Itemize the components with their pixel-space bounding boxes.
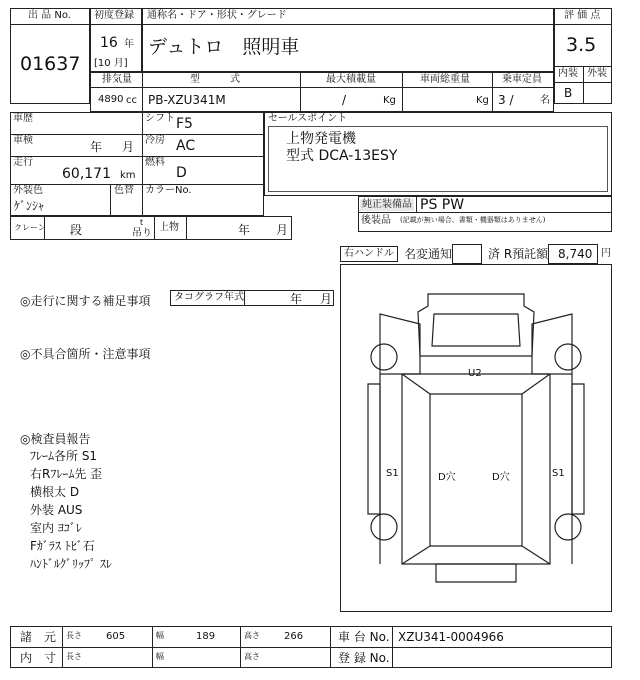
interior-label: 内装 [558, 68, 578, 79]
report-line: Fｶﾞﾗｽ ﾄﾋﾞ石 [30, 539, 95, 553]
width-value: 189 [196, 631, 216, 642]
displacement-unit: cc [126, 95, 137, 106]
score-label: 評 価 点 [564, 10, 601, 21]
crane-ton-unit: t [140, 218, 144, 227]
wheel-rl [371, 514, 397, 540]
displacement-label: 排気量 [102, 74, 132, 85]
lot-number: 01637 [20, 53, 81, 75]
shift-value: F5 [176, 116, 193, 132]
capacity-unit: 名 [540, 95, 550, 106]
ext-color-value: ｹﾞﾝｼｬ [14, 199, 45, 213]
inspection-label: 車検 [13, 135, 33, 146]
damage-u2: U2 [468, 368, 482, 379]
ac-value: AC [176, 138, 196, 154]
fuel-label: 燃料 [145, 157, 165, 168]
max-load-value: / [342, 93, 347, 107]
name-change-label: 名変通知 [404, 247, 453, 261]
tachograph-year-unit: 年 [290, 292, 303, 306]
super-year-unit: 年 [238, 223, 251, 237]
score-value: 3.5 [566, 34, 597, 56]
driving-notes-label: ◎走行に関する補足事項 [20, 294, 151, 308]
chassis-number: XZU341-0004966 [398, 630, 504, 644]
first-reg-year: 16 [100, 35, 118, 51]
details-box [10, 112, 264, 216]
first-reg-month: [10 月] [94, 58, 128, 69]
body-outline [402, 374, 550, 564]
model-label: 型 式 [190, 74, 240, 85]
width-label: 幅 [156, 631, 164, 640]
report-line: ﾌﾚｰﾑ各所 S1 [30, 449, 98, 463]
aftermarket-label: 後装品 [361, 215, 391, 226]
steering-value: 右ハンドル [344, 248, 394, 259]
height-value: 266 [284, 631, 304, 642]
name-change-checkbox [452, 244, 482, 264]
length-value: 605 [106, 631, 126, 642]
gross-weight-label: 車両総重量 [420, 74, 470, 85]
inspector-report-label: ◎検査員報告 [20, 432, 91, 446]
genuine-value: PS PW [420, 197, 465, 213]
tachograph-label: タコグラフ年式 [174, 292, 244, 303]
damage-d-right: D穴 [492, 472, 510, 483]
sales-point-line2: 型式 DCA-13ESY [286, 148, 398, 164]
recycle-amount: 8,740 [558, 247, 593, 261]
first-reg-year-unit: 年 [124, 39, 134, 50]
color-change-label: 色替 [114, 185, 134, 196]
color-code-label: カラーNo. [145, 185, 192, 196]
report-line: 横根太 D [30, 485, 80, 499]
defects-label: ◎不具合箇所・注意事項 [20, 347, 151, 361]
wheel-fr [555, 344, 581, 370]
car-name: デュトロ 照明車 [148, 36, 300, 58]
mileage-value: 60,171 [62, 166, 111, 182]
truck-diagram [340, 264, 612, 612]
damage-s1-right: S1 [552, 468, 565, 479]
superstructure-label: 上物 [159, 222, 179, 233]
damage-s1-left: S1 [386, 468, 399, 479]
inspection-year-unit: 年 [90, 140, 103, 154]
crane-stage-unit: 段 [70, 223, 83, 237]
inspector-report-list [30, 447, 112, 573]
lot-label: 出 品 No. [28, 10, 71, 21]
super-month-unit: 月 [276, 223, 289, 237]
cab-outline [418, 294, 534, 356]
recycle-label: 済 R預託額 [488, 247, 549, 261]
windshield [432, 314, 520, 346]
report-line: ﾊﾝﾄﾞﾙｸﾞﾘｯﾌﾟ ｽﾚ [30, 557, 112, 571]
report-line: 右Rﾌﾚｰﾑ先 歪 [30, 467, 103, 481]
sales-point-label: セールスポイント [268, 113, 348, 124]
crane-lift-unit: 吊り [132, 228, 152, 239]
inner-height-label: 高さ [244, 652, 260, 661]
history-label: 車歴 [13, 113, 33, 124]
inner-length-label: 長さ [66, 652, 82, 661]
report-line: 室内 ﾖｺﾞﾚ [30, 521, 82, 535]
genuine-label: 純正装備品 [362, 199, 412, 210]
report-line: 外装 AUS [30, 503, 83, 517]
exterior-label: 外装 [587, 68, 607, 79]
crane-label: クレーン [14, 223, 46, 232]
chassis-label: 車 台 No. [338, 630, 390, 644]
gross-weight-unit: Kg [476, 95, 489, 106]
max-load-unit: Kg [383, 95, 396, 106]
capacity-value: 3 / [498, 93, 514, 107]
first-reg-label: 初度登録 [94, 10, 134, 21]
interior-grade: B [564, 86, 573, 100]
mileage-unit: km [120, 170, 136, 181]
height-label: 高さ [244, 631, 260, 640]
registration-label: 登 録 No. [338, 651, 390, 665]
damage-d-left: D穴 [438, 472, 456, 483]
max-load-label: 最大積載量 [326, 74, 376, 85]
fuel-value: D [176, 165, 187, 181]
inspection-month-unit: 月 [122, 140, 135, 154]
tachograph-month-unit: 月 [320, 292, 333, 306]
aftermarket-note: (記載が無い場合、書類・機器類はありません) [400, 216, 546, 224]
length-label: 長さ [66, 631, 82, 640]
yen-unit: 円 [601, 248, 611, 259]
inner-width-label: 幅 [156, 652, 164, 661]
capacity-label: 乗車定員 [502, 74, 542, 85]
wheel-fl [371, 344, 397, 370]
wheel-rr [555, 514, 581, 540]
car-name-label: 通称名・ドア・形状・グレード [147, 10, 287, 21]
displacement-value: 4890 [98, 94, 124, 105]
model-value: PB-XZU341M [148, 93, 226, 107]
rear-bumper [436, 564, 516, 582]
shift-label: シフト [145, 113, 175, 124]
sales-point-line1: 上物発電機 [286, 131, 356, 147]
specs-label: 諸 元 [20, 630, 57, 644]
mileage-label: 走行 [13, 157, 33, 168]
ac-label: 冷房 [145, 135, 165, 146]
ext-color-label: 外装色 [13, 185, 43, 196]
inner-dims-label: 内 寸 [20, 651, 57, 665]
